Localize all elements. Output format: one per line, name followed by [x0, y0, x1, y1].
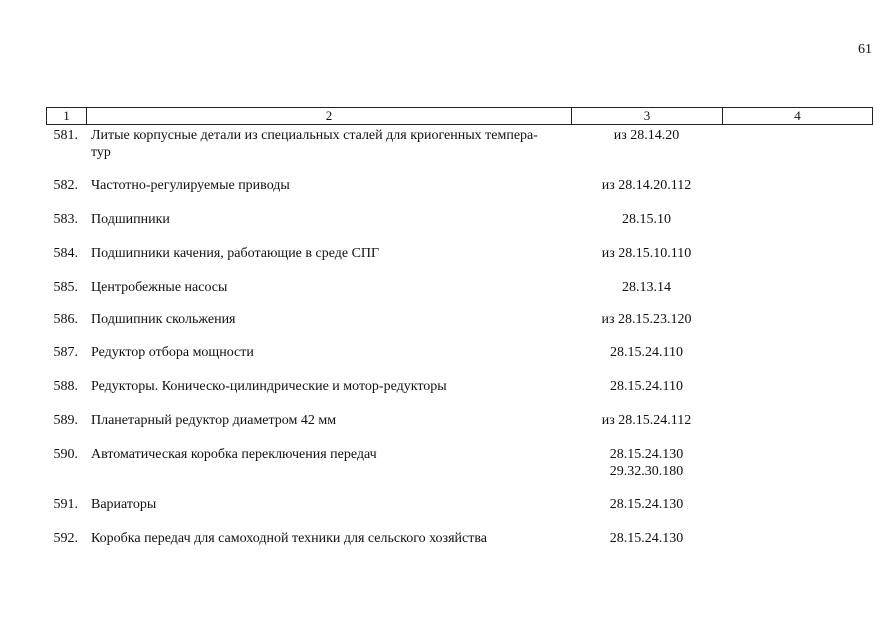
row-number: 587.: [53, 345, 78, 360]
row-code-line: из 28.14.20: [613, 128, 680, 143]
row-code-line: 28.15.24.130: [609, 447, 684, 462]
row-code: [571, 127, 722, 144]
row-code: [571, 311, 722, 328]
row-code-line: из 28.15.23.120: [601, 312, 692, 327]
row-name: Автоматическая коробка переключения передач: [91, 447, 377, 462]
row-name: Коробка передач для самоходной техники для сельского хозяйства: [91, 531, 487, 546]
row-number: 581.: [53, 128, 78, 143]
row-number: 589.: [53, 413, 78, 428]
row-code: [571, 378, 722, 395]
row-name: Вариаторы: [91, 497, 157, 512]
row-code: [571, 530, 722, 547]
row-name: Подшипники качения, работающие в среде СПГ: [91, 246, 380, 261]
column-header-1: 1: [47, 108, 87, 124]
row-code: [571, 496, 722, 513]
row-code-line: 28.15.24.110: [610, 379, 683, 394]
row-name: Редукторы. Коническо-цилиндрические и мотор-редукторы: [91, 379, 447, 394]
row-number: 588.: [53, 379, 78, 394]
row-code: [571, 446, 722, 480]
row-code-line: 28.15.24.130: [609, 531, 684, 546]
row-code-line: из 28.15.10.110: [601, 246, 692, 261]
row-number: 592.: [53, 531, 78, 546]
row-code-line: из 28.15.24.112: [601, 413, 692, 428]
row-number: 586.: [53, 312, 78, 327]
row-name-line: тур: [91, 145, 111, 160]
row-code-line: из 28.14.20.112: [601, 178, 692, 193]
page-number: 61: [858, 42, 872, 57]
row-name-line: Литые корпусные детали из специальных сталей для криогенных темпера-: [91, 128, 538, 143]
row-code: [571, 177, 722, 194]
row-number: 583.: [53, 212, 78, 227]
row-number: 585.: [53, 280, 78, 295]
row-code-line: 28.15.24.130: [609, 497, 684, 512]
row-code: [571, 245, 722, 262]
row-code-line: 29.32.30.180: [609, 464, 684, 479]
row-code-line: 28.13.14: [622, 280, 671, 295]
row-name: Подшипники: [91, 212, 170, 227]
row-name: Центробежные насосы: [91, 280, 228, 295]
row-code-line: 28.15.24.110: [610, 345, 683, 360]
row-name: Планетарный редуктор диаметром 42 мм: [91, 413, 337, 428]
row-name: Подшипник скольжения: [91, 312, 236, 327]
row-name: [91, 127, 569, 161]
column-header-4: 4: [794, 108, 801, 123]
table-header: [46, 107, 873, 125]
column-header-2: 2: [87, 108, 572, 124]
row-number: 591.: [53, 497, 78, 512]
row-number: 590.: [53, 447, 78, 462]
row-code: [571, 211, 722, 228]
row-number: 582.: [53, 178, 78, 193]
column-header-3: 3: [572, 108, 723, 124]
row-number: 584.: [53, 246, 78, 261]
row-code-line: 28.15.10: [622, 212, 671, 227]
row-code: [571, 279, 722, 296]
row-code: [571, 412, 722, 429]
row-name: Частотно-регулируемые приводы: [91, 178, 290, 193]
row-name: Редуктор отбора мощности: [91, 345, 254, 360]
row-code: [571, 344, 722, 361]
